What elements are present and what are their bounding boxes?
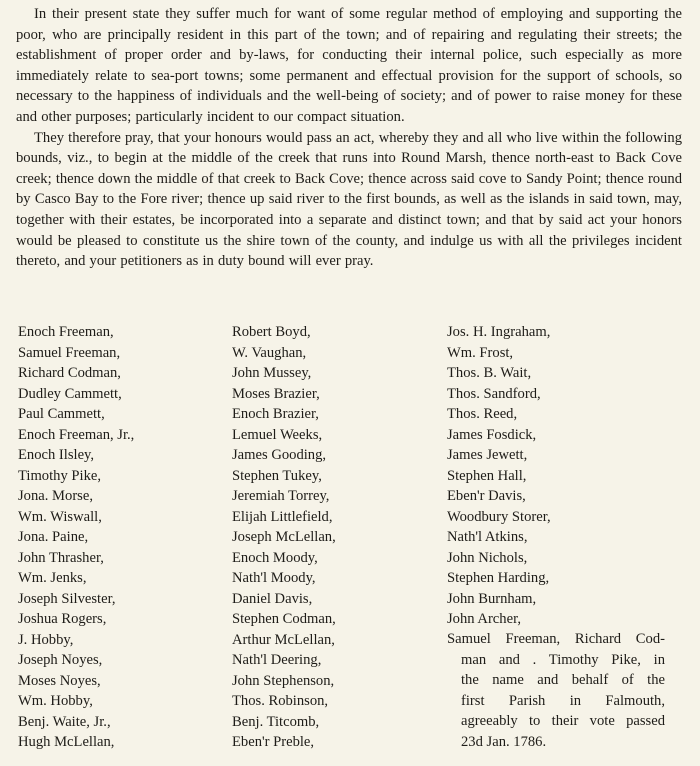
signature-name: John Burnham, [447, 590, 537, 607]
signature-name: Nath'l Moody, [232, 570, 316, 586]
signature-name: Nath'l Deering, [232, 652, 322, 668]
signature-name: Stephen Hall, [447, 467, 527, 484]
signature-name: Jona. Paine, [18, 529, 89, 545]
signature-name: Benj. Titcomb, [232, 713, 320, 730]
signature-name: Enoch Freeman, Jr., [18, 426, 135, 443]
signature-name: Thos. Robinson, [232, 693, 329, 709]
signature-name: Elijah Littlefield, [232, 508, 333, 525]
signature-name: Stephen Tukey, [232, 467, 322, 484]
signature-name: Joseph Silvester, [18, 590, 116, 607]
signature-name: Wm. Hobby, [18, 693, 93, 709]
signature-name: Thos. Reed, [447, 406, 518, 422]
signature-name: Moses Brazier, [232, 385, 320, 402]
closing-line: the name and behalf of the [461, 672, 665, 688]
signature-name: Paul Cammett, [18, 406, 105, 422]
signature-name: Dudley Cammett, [18, 385, 122, 402]
closing-line: 23d Jan. 1786. [461, 733, 547, 750]
signature-name: Timothy Pike, [18, 467, 101, 484]
signature-name: Thos. B. Wait, [447, 365, 532, 381]
signature-name: Samuel Freeman, [18, 344, 121, 361]
signature-name: Enoch Freeman, [18, 324, 114, 340]
signature-name: Joshua Rogers, [18, 611, 107, 627]
signature-name: Stephen Codman, [232, 611, 336, 627]
signature-name: W. Vaughan, [232, 344, 307, 361]
signature-name: James Fosdick, [447, 426, 537, 443]
signature-name: Richard Codman, [18, 365, 121, 381]
signature-name: Nath'l Atkins, [447, 529, 528, 545]
signature-column-2 [232, 322, 336, 753]
signature-name: Wm. Jenks, [18, 570, 87, 586]
signature-name: Stephen Harding, [447, 570, 550, 586]
signature-name: Enoch Moody, [232, 549, 318, 566]
signature-column-3 [447, 322, 551, 630]
signature-name: Benj. Waite, Jr., [18, 713, 111, 730]
signature-name: Jeremiah Torrey, [232, 488, 330, 504]
signature-name: Lemuel Weeks, [232, 426, 323, 443]
signature-name: Eben'r Preble, [232, 734, 315, 750]
closing-line: agreeably to their vote passed [461, 713, 665, 729]
signature-name: Jos. H. Ingraham, [447, 324, 551, 340]
signature-name: Enoch Brazier, [232, 406, 319, 422]
signature-name: Wm. Frost, [447, 344, 514, 361]
signature-name: Robert Boyd, [232, 324, 311, 340]
closing-line: first Parish in Falmouth, [461, 692, 665, 709]
signature-name: John Archer, [447, 611, 521, 627]
signature-column-1 [18, 322, 134, 753]
signature-name: John Stephenson, [232, 672, 335, 689]
signature-name: J. Hobby, [18, 631, 74, 648]
signature-name: Daniel Davis, [232, 590, 313, 607]
signature-name: Joseph Noyes, [18, 652, 103, 668]
signature-name: Woodbury Storer, [447, 508, 551, 525]
signature-name: James Jewett, [447, 447, 528, 463]
closing-line: Samuel Freeman, Richard Cod- [447, 631, 665, 647]
signature-name: Arthur McLellan, [232, 631, 335, 648]
petition-paragraph-2: They therefore pray, that your honours would pass an act, whereby they and all who live within the following bounds, viz., to begin at the middle of the creek that runs into Round Marsh, thence north-east to Back Cove creek; thence down the middle of that creek to Back Cove; thence across said cove to Sandy Point; thence round by Casco Bay to the Fore river; thence up said river to the first bounds, as well as the islands in said town, may, together with their estates, be incorporated into a separate and distinct town; and that by said act your honors would be pleased to constitute us the shire town of the county, and indulge us with all the privileges incident thereto, and your petitioners as in duty bound will ever pray. [16, 129, 682, 270]
signature-name: Enoch Ilsley, [18, 447, 95, 463]
signature-name: John Thrasher, [18, 549, 104, 566]
signature-name: Wm. Wiswall, [18, 508, 102, 525]
closing-line: man and . Timothy Pike, in [461, 651, 665, 668]
signature-name: James Gooding, [232, 447, 327, 463]
signature-name: Eben'r Davis, [447, 488, 526, 504]
petition-paragraph-1: In their present state they suffer much for want of some regular method of employing and supporting the poor, who are principally resident in this part of the town; and of repairing and regulating their streets; the establishment of proper order and by-laws, for conducting their internal police, such especially as more immediately relate to sea-port towns; some permanent and effectual provision for the support of schools, so necessary to the happiness of individuals and the well-being of society; and of power to raise money for these and other purposes; particularly incident to our compact situation. [16, 6, 682, 125]
closing-attestation [447, 629, 665, 752]
signature-list [0, 322, 700, 752]
signature-name: Joseph McLellan, [232, 529, 336, 545]
signature-name: Jona. Morse, [18, 488, 93, 504]
signature-name: Hugh McLellan, [18, 734, 115, 750]
signature-name: Moses Noyes, [18, 672, 101, 689]
signature-name: Thos. Sandford, [447, 385, 541, 402]
signature-name: John Mussey, [232, 365, 312, 381]
signature-name: John Nichols, [447, 549, 528, 566]
